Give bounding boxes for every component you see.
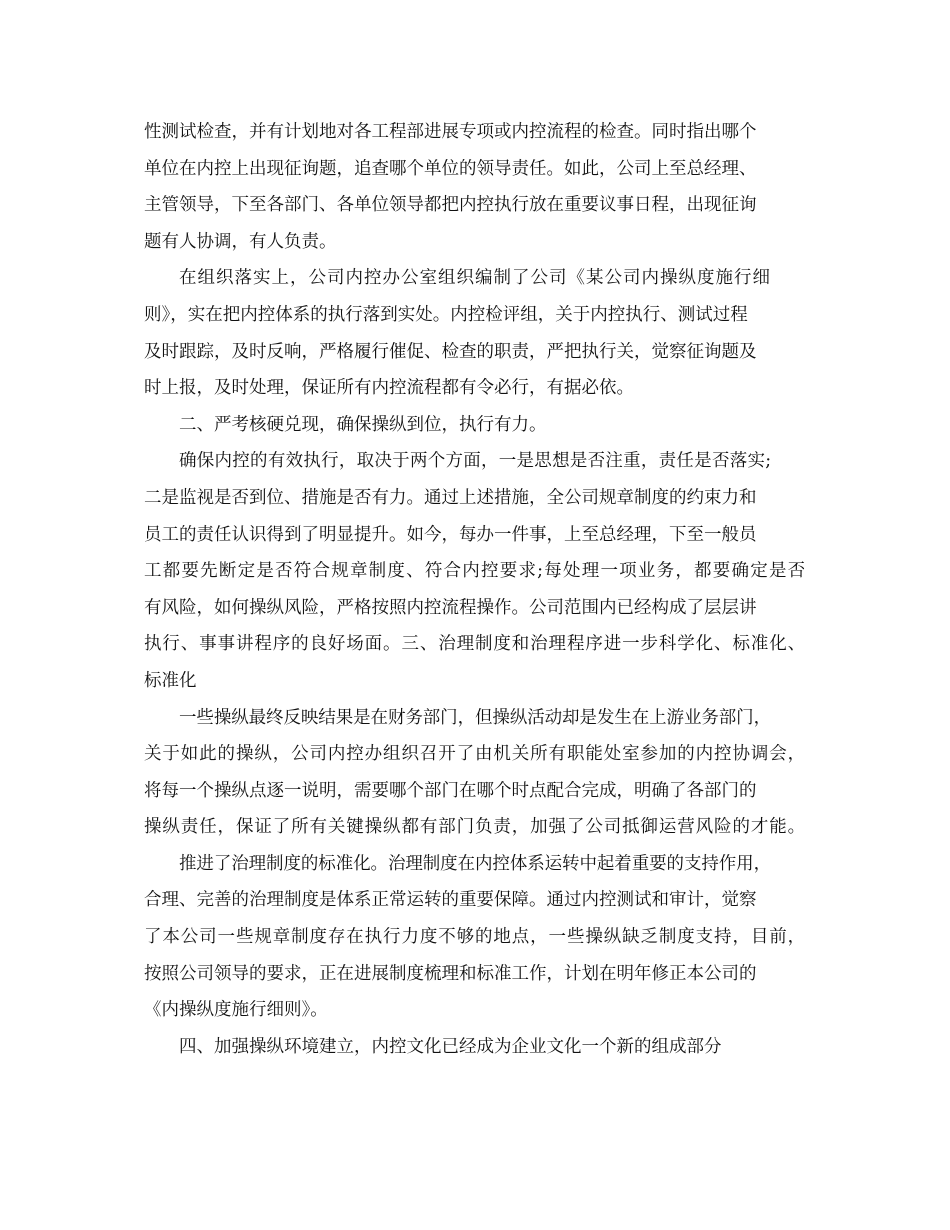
text-line: 操纵责任，保证了所有关键操纵都有部门负责，加强了公司抵御运营风险的才能。 bbox=[144, 817, 807, 838]
text-line: 二、严考核硬兑现，确保操纵到位，执行有力。 bbox=[179, 414, 547, 435]
text-line: 主管领导，下至各部门、各单位领导都把内控执行放在重要议事日程，出现征询 bbox=[144, 195, 757, 216]
text-line: 则》，实在把内控体系的执行落到实处。内控检评组，关于内控执行、测试过程 bbox=[144, 304, 748, 325]
text-line: 一些操纵最终反映结果是在财务部门，但操纵活动却是发生在上游业务部门， bbox=[179, 707, 772, 728]
text-line: 关于如此的操纵，公司内控办组织召开了由机关所有职能处室参加的内控协调会， bbox=[144, 744, 807, 765]
document-page bbox=[144, 114, 806, 1065]
text-line: 四、加强操纵环境建立，内控文化已经成为企业文化一个新的组成部分 bbox=[179, 1036, 722, 1057]
text-line: 标准化 bbox=[144, 670, 197, 691]
text-line: 推进了治理制度的标准化。治理制度在内控体系运转中起着重要的支持作用， bbox=[179, 853, 772, 874]
text-line: 及时跟踪，及时反响，严格履行催促、检查的职责，严把执行关，觉察征询题及 bbox=[144, 341, 757, 362]
text-line: 有风险，如何操纵风险，严格按照内控流程操作。公司范围内已经构成了层层讲 bbox=[144, 597, 757, 618]
text-line: 员工的责任认识得到了明显提升。如今，每办一件事，上至总经理，下至一般员 bbox=[144, 524, 757, 545]
paragraph bbox=[144, 260, 806, 406]
text-line: 单位在内控上出现征询题，追查哪个单位的领导责任。如此，公司上至总经理、 bbox=[144, 158, 757, 179]
text-line: 《内操纵度施行细则》。 bbox=[144, 1000, 328, 1021]
text-line: 题有人协调，有人负责。 bbox=[144, 231, 337, 252]
paragraph bbox=[144, 114, 806, 260]
text-line: 合理、完善的治理制度是体系正常运转的重要保障。通过内控测试和审计，觉察 bbox=[144, 890, 757, 911]
paragraph bbox=[144, 1029, 806, 1066]
paragraph bbox=[144, 700, 806, 846]
paragraph bbox=[144, 407, 806, 444]
paragraph bbox=[144, 846, 806, 1029]
paragraph bbox=[144, 443, 806, 699]
text-line: 时上报，及时处理，保证所有内控流程都有令必行，有据必依。 bbox=[144, 378, 634, 399]
text-line: 性测试检查，并有计划地对各工程部进展专项或内控流程的检查。同时指出哪个 bbox=[144, 122, 757, 142]
text-line: 在组织落实上，公司内控办公室组织编制了公司《某公司内操纵度施行细 bbox=[179, 268, 771, 289]
text-line: 工都要先断定是否符合规章制度、符合内控要求;每处理一项业务，都要确定是否 bbox=[144, 561, 807, 582]
text-line: 执行、事事讲程序的良好场面。三、治理制度和治理程序进一步科学化、标准化、 bbox=[144, 634, 807, 655]
text-line: 了本公司一些规章制度存在执行力度不够的地点，一些操纵缺乏制度支持，目前， bbox=[144, 927, 807, 948]
text-line: 二是监视是否到位、措施是否有力。通过上述措施，全公司规章制度的约束力和 bbox=[144, 487, 757, 508]
text-line: 将每一个操纵点逐一说明，需要哪个部门在哪个时点配合完成，明确了各部门的 bbox=[144, 780, 757, 801]
text-line: 按照公司领导的要求，正在进展制度梳理和标准工作，计划在明年修正本公司的 bbox=[144, 963, 757, 984]
text-line: 确保内控的有效执行，取决于两个方面，一是思想是否注重，责任是否落实; bbox=[179, 451, 772, 472]
